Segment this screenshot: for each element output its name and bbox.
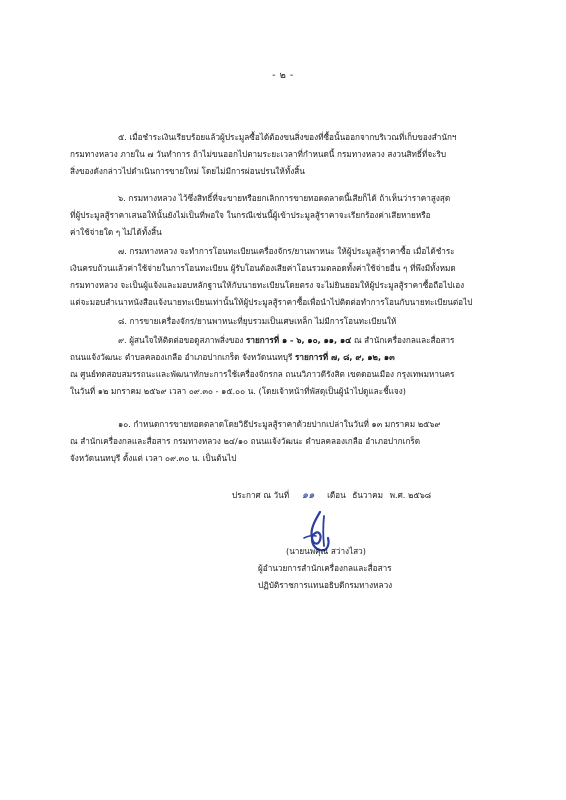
paragraph-9-text: ๙. ผู้สนใจให้ติดต่อขอดูสภาพสิ่งของ [118,335,246,345]
paragraph-line: ๘. การขายเครื่องจักร/ยานพาหนะที่ยุบรวมเป็นเศษเหล็ก ไม่มีการโอนทะเบียนให้ [118,316,397,326]
announcement-prefix: ประกาศ ณ วันที่ [232,490,290,500]
paragraph-line: ๕. เมื่อชำระเงินเรียบร้อยแล้วผู้ประมูลซื้อได้ต้องขนสิ่งของที่ซื้อนั้นออกจากบริเวณที่เก็บของสำนักฯ [118,132,457,142]
announcement-year: ๒๕๖๘ [408,490,432,500]
paragraph-5 [70,129,500,180]
announcement-month: ธันวาคม [352,490,383,500]
paragraph-line: สิ่งของดังกล่าวไปดำเนินการขายใหม่ โดยไม่มีการผ่อนปรนให้ทั้งสิ้น [70,166,305,176]
announcement-month-label: เดือน [327,490,346,500]
paragraph-line [70,349,500,366]
announcement-date [232,487,532,504]
announcement-year-label: พ.ศ. [389,490,406,500]
paragraph-7 [70,243,500,311]
paragraph-line: ที่ผู้ประมูลสู้ราคาเสนอให้นั้นยังไม่เป็นที่พอใจ ในกรณีเช่นนี้ผู้เข้าประมูลสู้ราคาจะเรียกร้องค่าเสียหายหรือ [70,210,431,220]
paragraph-10 [70,416,500,467]
paragraph-line: เงินครบถ้วนแล้วค่าใช้จ่ายในการโอนทะเบียน ผู้รับโอนต้องเสียค่าโอนรวมตลอดทั้งค่าใช้จ่ายอื่น ๆ ที่พึงมีทั้งหมด [70,263,456,273]
signatory-title-1: ผู้อำนวยการสำนักเครื่องกลและสื่อสาร [258,563,392,573]
paragraph-line: ณ สำนักเครื่องกลและสื่อสาร กรมทางหลวง ๒๔/๑๐ ถนนแจ้งวัฒนะ ตำบลคลองเกลือ อำเภอปากเกร็ด [70,436,421,446]
paragraph-6 [70,190,500,241]
paragraph-line: ณ ศูนย์ทดสอบสมรรถนะและพัฒนาทักษะการใช้เครื่องจักรกล ถนนวิภาวดีรังสิต เขตดอนเมือง กรุงเทพมหานคร [70,369,455,379]
paragraph-line: ค่าใช้จ่ายใด ๆ ไม่ได้ทั้งสิ้น [70,227,162,237]
signatory-name: (นายนพคุณ สว่างไสว) [286,546,366,556]
paragraph-line: จังหวัดนนทบุรี ตั้งแต่ เวลา ๐๙.๓๐ น. เป็นต้นไป [70,453,237,463]
paragraph-line: กรมทางหลวง ภายใน ๗ วันทำการ ถ้าไม่ขนออกไปตามระยะเวลาที่กำหนดนี้ กรมทางหลวง สงวนสิทธิ์ที่จะริบ [70,149,447,159]
paragraph-line: กรมทางหลวง จะเป็นผู้แจ้งและมอบหลักฐานให้กับนายทะเบียนโดยตรง จะไม่ยินยอมให้ผู้ประมูลสู้ราคาซื้อถือไปเอง [70,280,465,290]
paragraph-line [70,332,500,349]
page-number: - ๒ - [272,70,294,81]
paragraph-8 [70,313,500,330]
paragraph-line: ในวันที่ ๑๒ มกราคม ๒๕๖๙ เวลา ๐๙.๓๐ - ๑๕.๐๐ น. (โดยเจ้าหน้าที่พัสดุเป็นผู้นำไปดูและชี้แจง) [70,386,406,396]
paragraph-9-text: ณ สำนักเครื่องกลและสื่อสาร [351,335,455,345]
announcement-day-handwritten: ๑๑ [301,490,315,501]
paragraph-line: ๗. กรมทางหลวง จะทำการโอนทะเบียนเครื่องจักร/ยานพาหนะ ให้ผู้ประมูลสู้ราคาซื้อ เมื่อได้ชำระ [118,246,455,256]
paragraph-line: ๖. กรมทางหลวง ไว้ซึ่งสิทธิ์ที่จะขายหรือยกเลิกการขายทอดตลาดนี้เสียก็ได้ ถ้าเห็นว่าราคาสูงสุด [118,193,451,203]
item-list-bold: รายการที่ ๗, ๘, ๙, ๑๒, ๑๓ [295,352,395,362]
item-list-bold: รายการที่ ๑ - ๖, ๑๐, ๑๑, ๑๔ [245,335,352,345]
paragraph-9 [70,332,500,400]
paragraph-line: ๑๐. กำหนดการขายทอดตลาดโดยวิธีประมูลสู้ราคาด้วยปากเปล่าในวันที่ ๑๓ มกราคม ๒๕๖๙ [118,419,441,429]
signatory-title-2: ปฏิบัติราชการแทนอธิบดีกรมทางหลวง [258,580,393,590]
paragraph-line: แต่จะมอบสำเนาหนังสือแจ้งนายทะเบียนเท่านั้นให้ผู้ประมูลสู้ราคาซื้อเพื่อนำไปติดต่อทำการโอนกับนายทะเบียนต่อไป [70,297,473,307]
paragraph-9-text: ถนนแจ้งวัฒนะ ตำบลคลองเกลือ อำเภอปากเกร็ด จังหวัดนนทบุรี [70,352,295,362]
